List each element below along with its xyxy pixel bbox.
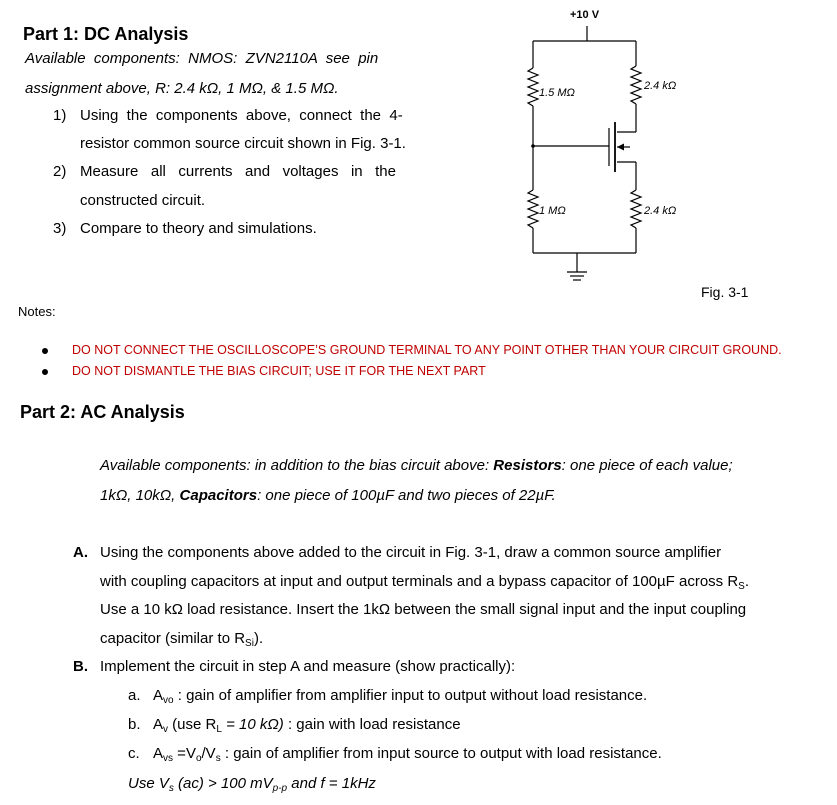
note-1: DO NOT CONNECT THE OSCILLOSCOPE’S GROUND TERMINAL TO ANY POINT OTHER THAN YOUR CIRCUIT GROUND. xyxy=(72,343,782,357)
resistor-2-4kohm-source xyxy=(631,190,641,228)
mosfet-arrow-icon xyxy=(617,144,624,151)
step-A-line-2: with coupling capacitors at input and output terminals and a bypass capacitor of 100µF across $R_S$. xyxy=(100,573,750,592)
item-c-num: c. xyxy=(128,745,140,762)
step-2-line2: constructed circuit. xyxy=(80,192,206,209)
step-1-line1: Using the components above, connect the 4- xyxy=(80,107,403,124)
bullet-icon xyxy=(42,369,48,375)
step-1-num: 1) xyxy=(53,107,67,124)
components-line-2: assignment above, R: 2.4 kΩ, 1 MΩ, & 1.5 MΩ. xyxy=(25,80,339,97)
bullet-icon xyxy=(42,348,48,354)
r-bot-left-label: 1 MΩ xyxy=(539,205,566,217)
part1-title: Part 1: DC Analysis xyxy=(23,24,189,44)
step-A-line-1: Using the components above added to the circuit in Fig. 3-1, draw a common source amplifier xyxy=(100,544,722,561)
step-B-line: Implement the circuit in step A and measure (show practically): xyxy=(100,658,516,675)
item-a-text: $A_{vo}$ : gain of amplifier from amplifier input to output without load resistance. xyxy=(153,687,648,706)
step-1-line2: resistor common source circuit shown in Fig. 3-1. xyxy=(80,135,406,152)
use-line: Use $V_s$ (ac) > 100 $mV_{p-p}$ and f = 1kHz xyxy=(128,775,376,794)
item-a-num: a. xyxy=(128,687,141,704)
note-2: DO NOT DISMANTLE THE BIAS CIRCUIT; USE IT FOR THE NEXT PART xyxy=(72,364,486,378)
vdd-label: +10 V xyxy=(570,9,600,21)
part2-title: Part 2: AC Analysis xyxy=(20,402,185,422)
step-A-line-3: Use a 10 kΩ load resistance. Insert the 1kΩ between the small signal input and the input coupling xyxy=(100,601,747,618)
step-3-line1: Compare to theory and simulations. xyxy=(80,220,317,237)
available-line-1: Available components: in addition to the bias circuit above: Resistors: one piece of each value; xyxy=(100,457,733,474)
resistor-1-5mohm xyxy=(528,68,538,106)
step-A-line-4: capacitor (similar to $R_{Si}$). xyxy=(100,630,264,649)
item-b-num: b. xyxy=(128,716,141,733)
circuit-diagram xyxy=(0,0,837,310)
step-B-label: B. xyxy=(73,658,88,675)
r-top-right-label: 2.4 kΩ xyxy=(644,80,677,92)
resistor-1mohm xyxy=(528,190,538,228)
step-3-num: 3) xyxy=(53,220,67,237)
item-b-text: $A_v$ (use $R_L = 10$ kΩ) : gain with load resistance xyxy=(153,716,461,735)
resistor-2-4kohm-drain xyxy=(631,66,641,104)
r-top-left-label: 1.5 MΩ xyxy=(539,87,575,99)
step-2-line1: Measure all currents and voltages in the xyxy=(80,163,396,180)
item-c-text: $A_{vs} =V_o/V_s$ : gain of amplifier from input source to output with load resistance. xyxy=(153,745,662,764)
fig-label: Fig. 3-1 xyxy=(701,284,749,300)
step-A-label: A. xyxy=(73,544,88,561)
notes-label: Notes: xyxy=(18,304,56,319)
r-bot-right-label: 2.4 kΩ xyxy=(644,205,677,217)
available-line-2: 1kΩ, 10kΩ, Capacitors: one piece of 100µF and two pieces of 22µF. xyxy=(100,487,556,504)
step-2-num: 2) xyxy=(53,163,67,180)
components-line-1: Available components: NMOS: ZVN2110A see pin xyxy=(25,50,379,67)
